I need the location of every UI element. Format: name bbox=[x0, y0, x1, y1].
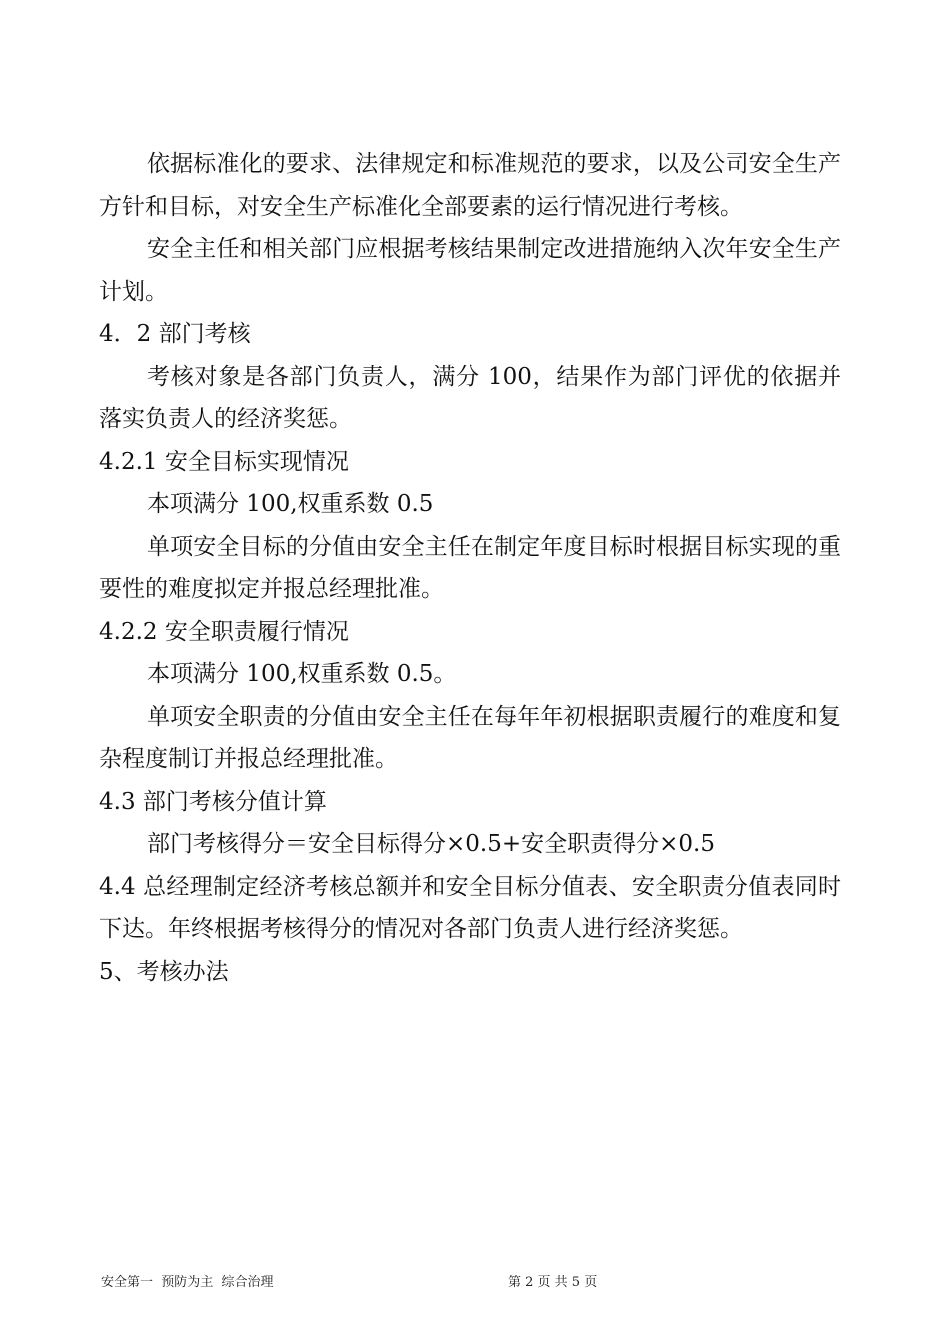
paragraph-safety-duty-score: 单项安全职责的分值由安全主任在每年年初根据职责履行的难度和复杂程度制订并报总经理批准。 bbox=[99, 703, 841, 772]
paragraph-score-weight-1: 本项满分 100,权重系数 0.5 bbox=[147, 491, 434, 517]
paragraph-score-formula: 部门考核得分＝安全目标得分×0.5+安全职责得分×0.5 bbox=[147, 831, 715, 857]
heading-4-3: 4.3 部门考核分值计算 bbox=[99, 788, 327, 815]
footer-page-number: 第 2 页 共 5 页 bbox=[508, 1275, 598, 1290]
heading-4-2-2: 4.2.2 安全职责履行情况 bbox=[99, 618, 349, 645]
heading-4-2: 4．2 部门考核 bbox=[99, 321, 251, 347]
paragraph-improvement-measures: 安全主任和相关部门应根据考核结果制定改进措施纳入次年安全生产计划。 bbox=[99, 236, 841, 305]
heading-4-2-1: 4.2.1 安全目标实现情况 bbox=[99, 448, 349, 475]
paragraph-assessment-basis: 依据标准化的要求、法律规定和标准规范的要求，以及公司安全生产方针和目标，对安全生产标准化全部要素的运行情况进行考核。 bbox=[99, 151, 841, 220]
heading-5: 5、考核办法 bbox=[99, 958, 229, 985]
paragraph-score-weight-2: 本项满分 100,权重系数 0.5。 bbox=[147, 661, 457, 687]
document-body bbox=[99, 143, 841, 993]
paragraph-assessment-target: 考核对象是各部门负责人，满分 100，结果作为部门评优的依据并落实负责人的经济奖惩。 bbox=[99, 363, 841, 432]
paragraph-4-4: 4.4 总经理制定经济考核总额并和安全目标分值表、安全职责分值表同时下达。年终根据考核得分的情况对各部门负责人进行经济奖惩。 bbox=[99, 873, 841, 942]
paragraph-safety-goal-score: 单项安全目标的分值由安全主任在制定年度目标时根据目标实现的重要性的难度拟定并报总经理批准。 bbox=[99, 533, 841, 602]
footer-motto: 安全第一 预防为主 综合治理 bbox=[101, 1275, 274, 1290]
